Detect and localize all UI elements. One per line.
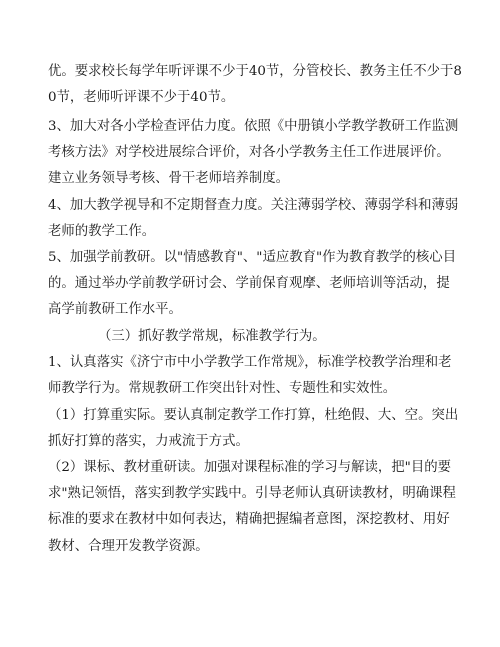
para-lecture-requirement xyxy=(48,59,462,111)
text-line: 师教学行为。常规教研工作突出针对性、专题性和实效性。 xyxy=(48,381,397,397)
text-line: 的。通过举办学前教学研讨会、学前保育观摩、老师培训等活动，提 xyxy=(48,276,450,292)
text-line: 高学前教研工作水平。 xyxy=(48,302,182,318)
text-line: 建立业务领导考核、骨干老师培养制度。 xyxy=(48,171,290,187)
text-line: 老师的教学工作。 xyxy=(48,224,156,240)
text-line: 0节，老师听评课不少于40节。 xyxy=(48,90,235,106)
text-line: 优。要求校长每学年听评课不少于40节，分管校长、教务主任不少于8 xyxy=(48,64,462,79)
para-item-4 xyxy=(48,193,458,245)
para-subitem-1-2 xyxy=(48,455,458,560)
text-line: 求"熟记领悟，落实到教学实践中。引导老师认真研读教材，明确课程 xyxy=(48,486,456,502)
text-line: 考核方法》对学校进展综合评价，对各小学教务主任工作进展评价。 xyxy=(48,145,450,161)
text-line: 标准的要求在教材中如何表达，精确把握编者意图，深挖教材、用好 xyxy=(48,512,450,528)
text-line: 教材、合理开发教学资源。 xyxy=(48,538,209,554)
text-line: （2）课标、教材重研读。加强对课程标准的学习与解读，把"目的要 xyxy=(48,460,452,475)
para-subitem-1 xyxy=(48,350,458,402)
section-heading-text: （三）抓好教学常规，标准教学行为。 xyxy=(98,329,326,344)
text-line: 1、认真落实《济宁市中小学教学工作常规》，标准学校教学治理和老 xyxy=(48,355,452,370)
section-heading-3 xyxy=(48,324,458,350)
para-item-5 xyxy=(48,245,458,324)
text-line: 4、加大教学视导和不定期督查力度。关注薄弱学校、薄弱学科和薄弱 xyxy=(48,198,459,213)
para-item-3 xyxy=(48,114,458,193)
para-subitem-1-1 xyxy=(48,403,458,455)
text-line: 3、加大对各小学检查评估力度。依照《中册镇小学教学教研工作监测 xyxy=(48,119,459,134)
text-line: 抓好打算的落实，力戒流于方式。 xyxy=(48,434,249,450)
text-line: 5、加强学前教研。以"情感教育"、"适应教育"作为教育教学的核心目 xyxy=(48,250,457,265)
text-line: （1）打算重实际。要认真制定教学工作打算，杜绝假、大、空。突出 xyxy=(48,408,459,423)
